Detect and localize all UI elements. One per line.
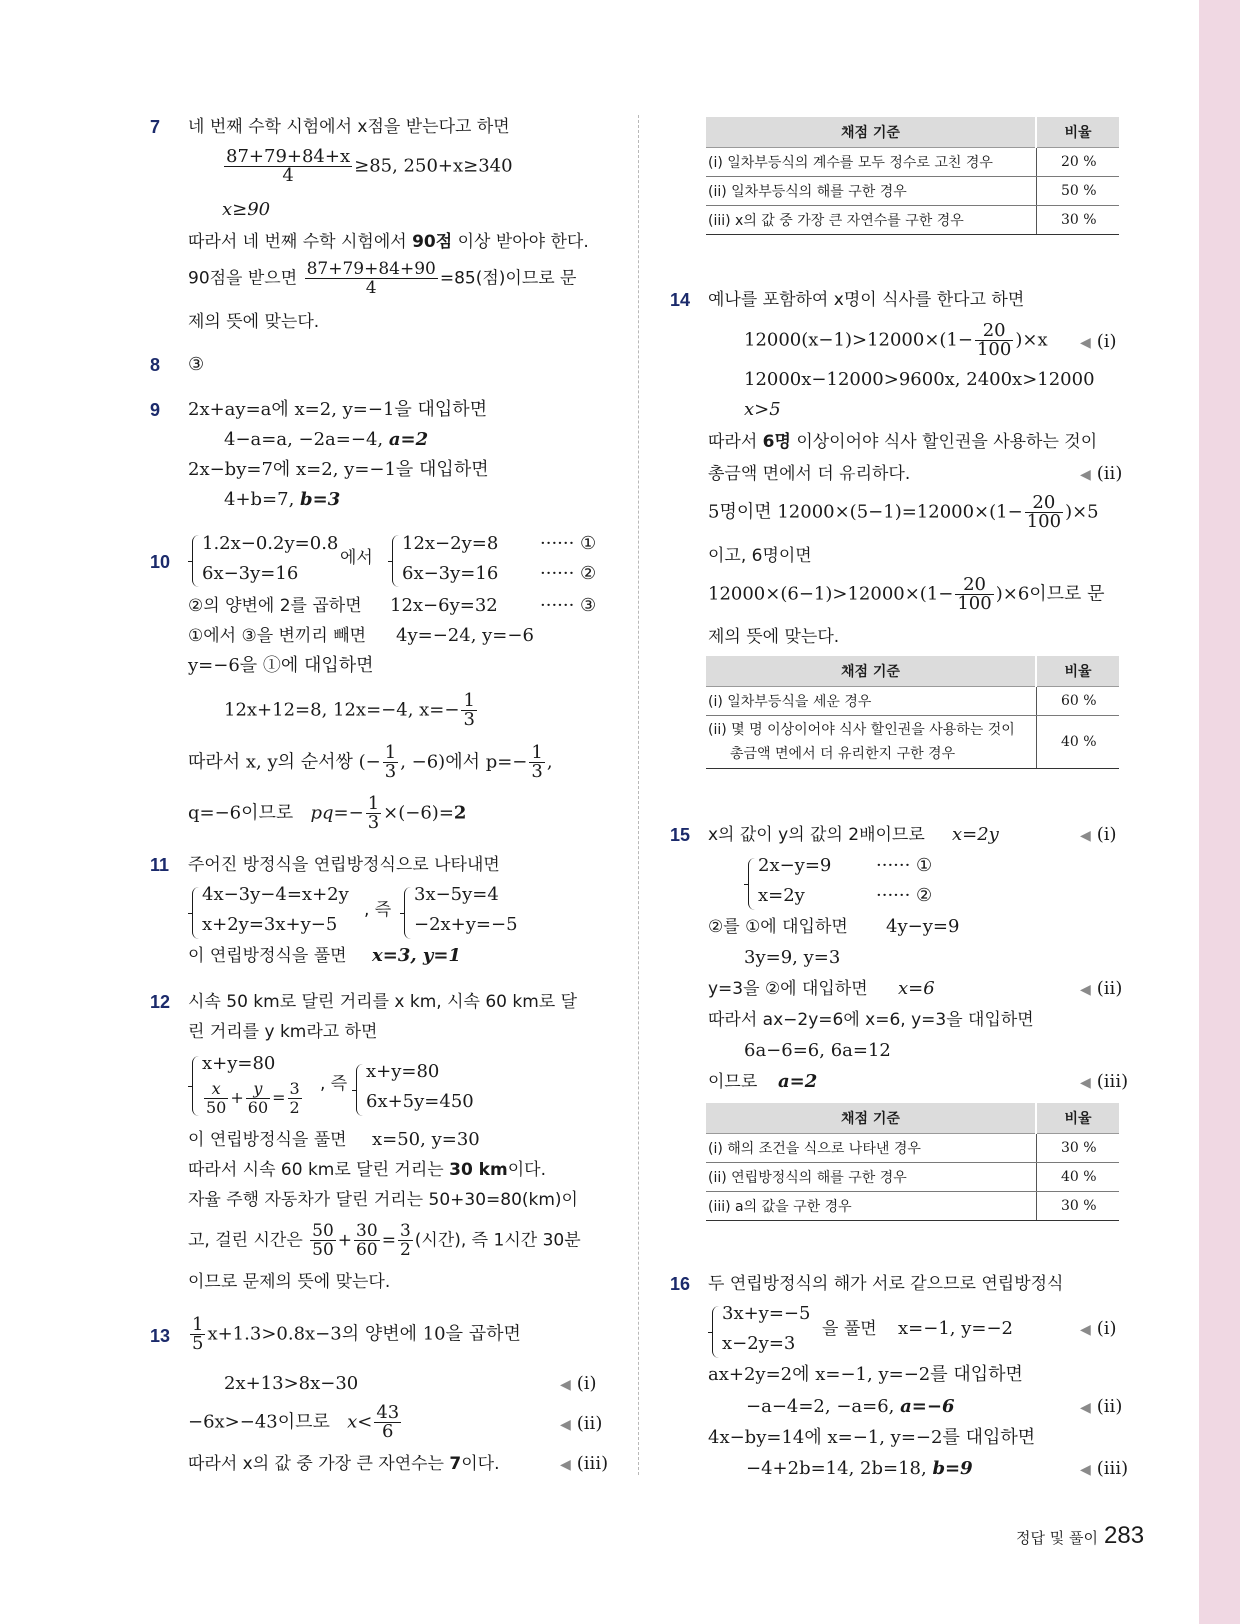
grading-marker-i: ◀ (i) xyxy=(1080,331,1117,352)
brace-icon xyxy=(748,858,755,910)
p15-line5: 3y=9, y=3 xyxy=(744,947,841,968)
table-row: (ii) 연립방정식의 해를 구한 경우 40 % xyxy=(706,1163,1119,1192)
triangle-left-icon: ◀ xyxy=(1080,1075,1091,1091)
triangle-left-icon: ◀ xyxy=(1080,1462,1091,1478)
page-edge-band xyxy=(1199,0,1240,1624)
p12-solution: x=50, y=30 xyxy=(372,1129,480,1150)
p13-line4: 따라서 x의 값 중 가장 큰 자연수는 7이다. xyxy=(188,1454,500,1474)
p15-intro: x의 값이 y의 값의 2배이므로 xyxy=(708,825,925,845)
p10-line5: y=−6을 ①에 대입하면 xyxy=(188,655,374,676)
triangle-left-icon: ◀ xyxy=(1080,1322,1091,1338)
eq-tag-2: ······ ② xyxy=(876,885,933,906)
p10-suffix: 에서 xyxy=(340,548,373,568)
p7-check: 90점을 받으면 $\frac{87+79+84+90}{4}$ =85(점)이므로 문 xyxy=(188,259,577,298)
p10-sys2-eq2: 6x−3y=16 xyxy=(402,563,499,584)
p16-line6: −4+2b=14, 2b=18, b=9 xyxy=(746,1458,973,1479)
p15-line7: 따라서 ax−2y=6에 x=6, y=3을 대입하면 xyxy=(708,1010,1034,1030)
table-header: 비율 xyxy=(1036,1103,1119,1134)
p14-line3: 12000x−12000>9600x, 2400x>12000 xyxy=(744,369,1095,390)
table-row: (i) 일차부등식의 계수를 모두 정수로 고친 경우 20 % xyxy=(706,148,1119,177)
p15-line9-text: 이므로 xyxy=(708,1072,758,1092)
eq-tag-1: ······ ① xyxy=(540,533,597,554)
p14-line6: 총금액 면에서 더 유리하다. xyxy=(708,464,911,484)
p16-line3: ax+2y=2에 x=−1, y=−2를 대입하면 xyxy=(708,1364,1023,1385)
p14-line5: 따라서 6명 이상이어야 식사 할인권을 사용하는 것이 xyxy=(708,432,1098,452)
p11-joiner: , 즉 xyxy=(364,900,392,920)
table-row: (ii) 일차부등식의 해를 구한 경우 50 % xyxy=(706,177,1119,206)
p14-intro: 예나를 포함하여 x명이 식사를 한다고 하면 xyxy=(708,290,1025,310)
problem-number-13: 13 xyxy=(150,1326,171,1346)
table-header: 채점 기준 xyxy=(706,1103,1036,1134)
p15-answer: a=2 xyxy=(778,1071,818,1092)
p10-line3-text: ②의 양변에 2를 곱하면 xyxy=(188,596,362,616)
table-row: (i) 해의 조건을 식으로 나타낸 경우 30 % xyxy=(706,1134,1119,1163)
brace-icon xyxy=(712,1306,719,1358)
p15-line8: 6a−6=6, 6a=12 xyxy=(744,1040,891,1061)
p12-check-line3: 이므로 문제의 뜻에 맞는다. xyxy=(188,1272,391,1292)
table-row: (i) 일차부등식을 세운 경우 60 % xyxy=(706,687,1119,716)
table-header: 채점 기준 xyxy=(706,117,1036,148)
grading-marker-ii: ◀ (ii) xyxy=(1080,463,1123,484)
grading-marker-iii: ◀ (iii) xyxy=(1080,1458,1129,1479)
grading-marker-i: ◀ (i) xyxy=(1080,1318,1117,1339)
p10-line4-text: ①에서 ③을 변끼리 빼면 xyxy=(188,626,367,646)
p9-line1: 2x+ay=a에 x=2, y=−1을 대입하면 xyxy=(188,399,488,420)
triangle-left-icon: ◀ xyxy=(1080,828,1091,844)
p10-sys2-eq1: 12x−2y=8 xyxy=(402,533,499,554)
grading-marker-ii: ◀ (ii) xyxy=(1080,1396,1123,1417)
grading-marker-iii: ◀ (iii) xyxy=(1080,1071,1129,1092)
p14-line7: 5명이면 12000×(5−1)=12000×(1− $\frac{20}{100}$ )×5 xyxy=(708,492,1099,532)
grading-table-13 xyxy=(706,117,1119,235)
problem-number-9: 9 xyxy=(150,400,161,420)
p11-sys1-eq2: x+2y=3x+y−5 xyxy=(202,914,338,935)
p10-sys1-eq1: 1.2x−0.2y=0.8 xyxy=(202,533,339,554)
column-divider xyxy=(638,115,639,1475)
grading-table-15 xyxy=(706,1103,1119,1221)
triangle-left-icon: ◀ xyxy=(1080,982,1091,998)
problem-number-16: 16 xyxy=(670,1274,691,1294)
table-row: (iii) a의 값을 구한 경우 30 % xyxy=(706,1192,1119,1221)
p12-conclusion: 따라서 시속 60 km로 달린 거리는 30 km이다. xyxy=(188,1160,546,1180)
brace-icon xyxy=(356,1064,363,1116)
brace-icon xyxy=(404,887,411,939)
p15-line4-text: ②를 ①에 대입하면 xyxy=(708,917,848,937)
triangle-left-icon: ◀ xyxy=(1080,467,1091,483)
brace-icon xyxy=(192,887,199,939)
p15-sys-eq2: x=2y xyxy=(758,885,805,906)
problem-number-7: 7 xyxy=(150,117,161,137)
triangle-left-icon: ◀ xyxy=(1080,335,1091,351)
p11-answer: x=3, y=1 xyxy=(372,945,461,966)
p16-line5: 4x−by=14에 x=−1, y=−2를 대입하면 xyxy=(708,1427,1036,1448)
p7-conclusion: 따라서 네 번째 수학 시험에서 90점 이상 받아야 한다. xyxy=(188,232,589,252)
p11-intro: 주어진 방정식을 연립방정식으로 나타내면 xyxy=(188,855,500,875)
p13-line2: 2x+13>8x−30 xyxy=(224,1373,359,1394)
grading-marker-ii: ◀ (ii) xyxy=(560,1413,603,1434)
p11-sys2-eq2: −2x+y=−5 xyxy=(414,914,518,935)
p10-line4-eq: 4y=−24, y=−6 xyxy=(396,625,534,646)
grading-marker-ii: ◀ (ii) xyxy=(1080,978,1123,999)
table-row: (iii) x의 값 중 가장 큰 자연수를 구한 경우 30 % xyxy=(706,206,1119,235)
p15-condition: x=2y xyxy=(952,824,999,845)
p12-sys1-eq2: $\frac{x}{50}$ + $\frac{y}{60}$ = $\frac{3}{2}$ xyxy=(206,1079,300,1117)
p16-intro: 두 연립방정식의 해가 서로 같으므로 연립방정식 xyxy=(708,1274,1064,1294)
p12-line2: 린 거리를 y km라고 하면 xyxy=(188,1022,378,1042)
section-label: 정답 및 풀이 xyxy=(1016,1529,1098,1547)
p12-sys2-eq1: x+y=80 xyxy=(366,1061,440,1082)
grading-marker-iii: ◀ (iii) xyxy=(560,1453,609,1474)
p15-sys-eq1: 2x−y=9 xyxy=(758,855,832,876)
p7-intro: 네 번째 수학 시험에서 x점을 받는다고 하면 xyxy=(188,117,510,137)
p11-solve-text: 이 연립방정식을 풀면 xyxy=(188,946,347,966)
p15-line6-eq: x=6 xyxy=(898,978,935,999)
problem-number-15: 15 xyxy=(670,825,691,845)
problem-number-12: 12 xyxy=(150,992,171,1012)
p14-line4: x>5 xyxy=(744,399,781,420)
p12-line1: 시속 50 km로 달린 거리를 x km, 시속 60 km로 달 xyxy=(188,992,578,1012)
triangle-left-icon: ◀ xyxy=(1080,1400,1091,1416)
p13-line1: $\frac{1}{5}$ x+1.3>0.8x−3의 양변에 10을 곱하면 xyxy=(192,1314,521,1354)
triangle-left-icon: ◀ xyxy=(560,1457,571,1473)
p11-sys1-eq1: 4x−3y−4=x+2y xyxy=(202,884,349,905)
brace-icon xyxy=(192,535,199,587)
p16-solution: x=−1, y=−2 xyxy=(898,1318,1013,1339)
grading-marker-i: ◀ (i) xyxy=(560,1373,597,1394)
p12-check-line1: 자율 주행 자동차가 달린 거리는 50+30=80(km)이 xyxy=(188,1190,578,1210)
p10-line6: 12x+12=8, 12x=−4, x=− $\frac{1}{3}$ xyxy=(224,690,475,730)
p9-line4: 4+b=7, b=3 xyxy=(224,489,341,510)
p12-check-line2: 고, 걸린 시간은 $\frac{50}{50}$ + $\frac{30}{60}$ = $\frac{3}{2}$ (시간), 즉 1시간 30분 xyxy=(188,1221,581,1260)
p14-line8: 이고, 6명이면 xyxy=(708,546,812,566)
p12-sys1-eq1: x+y=80 xyxy=(202,1053,276,1074)
p14-line9: 12000×(6−1)>12000×(1− $\frac{20}{100}$ )×6이므로 문 xyxy=(708,574,1105,614)
p10-line7: 따라서 x, y의 순서쌍 (− $\frac{1}{3}$ , −6)에서 p=− $\frac{1}{3}$ , xyxy=(188,742,553,782)
table-row: (ii) 몇 명 이상이어야 식사 할인권을 사용하는 것이 총금액 면에서 더 유리한지 구한 경우 40 % xyxy=(706,716,1119,769)
p7-inequality: $\frac{87+79+84+x}{4}$ ≥85, 250+x≥340 xyxy=(226,146,513,186)
p16-sys-eq1: 3x+y=−5 xyxy=(722,1303,811,1324)
p16-solve-text: 을 풀면 xyxy=(822,1319,877,1339)
p12-sys2-eq2: 6x+5y=450 xyxy=(366,1091,474,1112)
p13-line3: −6x>−43이므로 x< $\frac{43}{6}$ xyxy=(188,1402,400,1442)
triangle-left-icon: ◀ xyxy=(560,1417,571,1433)
table-header: 비율 xyxy=(1036,656,1119,687)
p10-sys1-eq2: 6x−3y=16 xyxy=(202,563,299,584)
eq-tag-3: ······ ③ xyxy=(540,595,597,616)
p9-line2: 4−a=a, −2a=−4, a=2 xyxy=(224,429,429,450)
grading-marker-i: ◀ (i) xyxy=(1080,824,1117,845)
p14-line10: 제의 뜻에 맞는다. xyxy=(708,627,840,647)
page-number: 283 xyxy=(1104,1522,1145,1549)
p8-answer: ③ xyxy=(188,354,205,375)
problem-number-11: 11 xyxy=(150,855,170,875)
p10-line3-eq: 12x−6y=32 xyxy=(390,595,498,616)
fraction: $\frac{87+79+84+x}{4}$ xyxy=(226,146,351,186)
p16-sys-eq2: x−2y=3 xyxy=(722,1333,796,1354)
p11-sys2-eq1: 3x−5y=4 xyxy=(414,884,499,905)
eq-tag-2: ······ ② xyxy=(540,563,597,584)
p7-result: x≥90 xyxy=(222,199,271,220)
p16-line4: −a−4=2, −a=6, a=−6 xyxy=(746,1396,955,1417)
p14-line2: 12000(x−1)>12000×(1− $\frac{20}{100}$ )×x xyxy=(744,320,1048,360)
p9-line3: 2x−by=7에 x=2, y=−1을 대입하면 xyxy=(188,459,489,480)
problem-number-8: 8 xyxy=(150,355,161,375)
eq-tag-1: ······ ① xyxy=(876,855,933,876)
p12-solve-text: 이 연립방정식을 풀면 xyxy=(188,1130,347,1150)
p10-line8: q=−6이므로 pq=− $\frac{1}{3}$ ×(−6)=2 xyxy=(188,793,467,833)
brace-icon xyxy=(392,535,399,587)
problem-number-10: 10 xyxy=(150,552,171,572)
grading-table-14 xyxy=(706,656,1119,769)
p7-check-end: 제의 뜻에 맞는다. xyxy=(188,312,320,332)
p15-line6-text: y=3을 ②에 대입하면 xyxy=(708,979,868,999)
page-footer xyxy=(1016,1522,1144,1550)
triangle-left-icon: ◀ xyxy=(560,1377,571,1393)
table-header: 채점 기준 xyxy=(706,656,1036,687)
p12-joiner: , 즉 xyxy=(320,1074,348,1094)
p15-line4-eq: 4y−y=9 xyxy=(886,916,960,937)
table-header: 비율 xyxy=(1036,117,1119,148)
problem-number-14: 14 xyxy=(670,290,691,310)
brace-icon xyxy=(192,1056,199,1116)
